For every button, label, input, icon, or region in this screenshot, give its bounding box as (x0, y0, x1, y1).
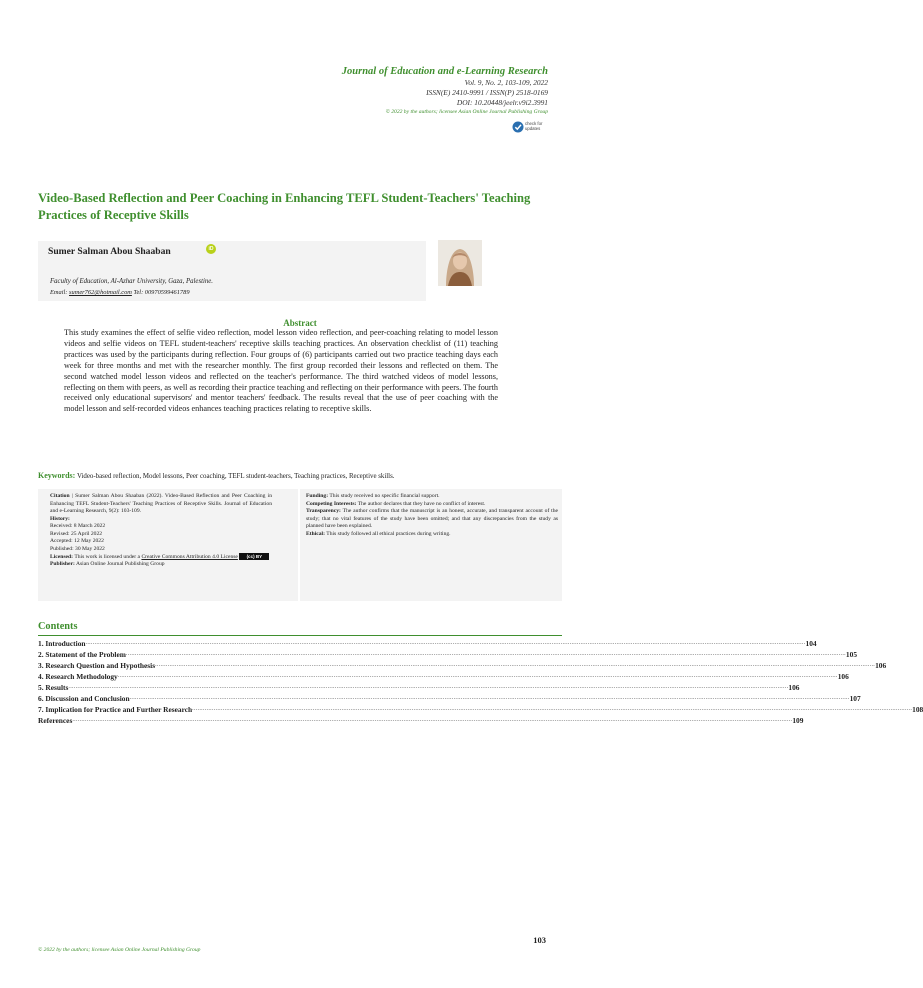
toc-leader-dots: ................................................................................................................................................................................................................................................................................................................................................................................................................ (68, 684, 789, 690)
toc-leader-dots: ................................................................................................................................................................................................................................................................................................................................................................................................................ (72, 717, 793, 723)
toc-entry-page: 108 (912, 705, 923, 714)
keywords-line (38, 471, 558, 482)
published-date: Published: 30 May 2022 (50, 545, 105, 552)
competing-label: Competing Interests: (306, 500, 357, 507)
toc-entry-label: 1. Introduction (38, 639, 86, 648)
toc-entry-label: 2. Statement of the Problem (38, 650, 126, 659)
accepted-date: Accepted: 12 May 2022 (50, 538, 104, 544)
toc-entry-page: 107 (849, 694, 861, 703)
history-label: History: (50, 515, 70, 522)
citation (50, 493, 272, 516)
toc-entry[interactable] (38, 671, 849, 682)
toc-entry[interactable] (38, 649, 858, 660)
toc-entry-label: 4. Research Methodology (38, 672, 118, 681)
citation-text: | Sumer Salman Abou Shaaban (2022). Video-Based Reflection and Peer Coaching in Enhancing TEFL Student-Teachers' Teaching Practices of Receptive Skills. Journal of Education and e-Learning Research, 9(2): 103-109. (50, 493, 273, 514)
toc-entry-page: 106 (875, 661, 887, 670)
ethical-text: This study followed all ethical practices during writing. (326, 530, 451, 537)
toc-leader-dots: ................................................................................................................................................................................................................................................................................................................................................................................................................ (129, 695, 850, 701)
toc-entry[interactable] (38, 660, 887, 671)
toc-leader-dots: ................................................................................................................................................................................................................................................................................................................................................................................................................ (117, 673, 838, 679)
keywords-text: Video-based reflection, Model lessons, Peer coaching, TEFL student-teachers, Teaching practices, Receptive skills. (76, 473, 395, 480)
publisher-text: Asian Online Journal Publishing Group (75, 561, 165, 568)
funding-label: Funding: (306, 493, 329, 499)
toc-entry-label: References (38, 716, 73, 725)
publisher-label: Publisher: (50, 561, 75, 568)
funding-text: This study received no specific financial support. (329, 493, 440, 499)
cc-by-icon[interactable]: (cc) BY (239, 553, 269, 560)
toc-entry[interactable] (38, 704, 923, 715)
journal-header (208, 65, 548, 117)
toc-entry-page: 106 (837, 672, 849, 681)
volume-info: Vol. 9, No. 2, 103-109, 2022 (464, 78, 548, 87)
competing-text: The author declares that they have no conflict of interest. (357, 500, 486, 507)
toc-entry-page: 105 (845, 650, 858, 659)
email-link[interactable]: sumer762@hotmail.com (69, 289, 132, 296)
issn-info: ISSN(E) 2410-9991 / ISSN(P) 2518-0169 (426, 88, 548, 97)
doi-link[interactable]: DOI: 10.20448/jeelr.v9i2.3991 (456, 98, 548, 107)
transparency-text: The author confirms that the manuscript is an honest, accurate, and transparent account of the study; that no vital features of the study have been omitted; and that any discrepancies from the study as planned have been explained. (306, 508, 558, 529)
author-affiliation: Faculty of Education, Al-Azhar University, Gaza, Palestine. (50, 278, 213, 285)
funding-line (306, 493, 558, 501)
crossmark-label: check for updates (525, 121, 543, 131)
abstract-body: This study examines the effect of selfie video reflection, model lesson video reflection, and peer-coaching relating to model lesson videos and selfie videos on TEFL student-teachers' receptive skills teaching practices. An observation checklist of (11) teaching practices was used by the participants during reflection. Four groups of (6) participants carried out two practice teaching days each week for three months and met with the researcher monthly. The first group recorded their lessons and reflected on them. The second watched model lesson videos and reflected on the teacher's performance. The third watched videos of model lessons, reflecting on them with peers, as well as recording their practice teaching and reflecting on their performance with peers. The fourth received only educational supervisors' and mentor teachers' feedback. The results reveal that the use of peer coaching with the model lesson and self-recorded videos enhances teaching practices relating to receptive skills. (64, 328, 498, 414)
toc-entry[interactable] (38, 715, 804, 726)
license-link[interactable]: Creative Commons Attribution 4.0 License (141, 553, 238, 560)
toc-leader-dots: ................................................................................................................................................................................................................................................................................................................................................................................................................ (125, 651, 846, 657)
citation-label: Citation (50, 493, 70, 499)
toc-entry[interactable] (38, 693, 861, 704)
toc-entry-label: 3. Research Question and Hypothesis (38, 661, 156, 670)
publisher-line (50, 561, 272, 569)
toc-entry-label: 7. Implication for Practice and Further Research (38, 705, 193, 714)
contents-divider (38, 635, 562, 636)
toc-entry-label: 5. Results (38, 683, 69, 692)
toc-entry-page: 106 (788, 683, 800, 692)
author-name: Sumer Salman Abou Shaaban (48, 246, 171, 257)
ethical-line (306, 531, 558, 539)
toc-leader-dots: ................................................................................................................................................................................................................................................................................................................................................................................................................ (192, 706, 913, 712)
toc-entry-page: 104 (805, 639, 817, 648)
licensed-label: Licensed: (50, 553, 73, 560)
transparency-line (306, 508, 558, 531)
toc-leader-dots: ................................................................................................................................................................................................................................................................................................................................................................................................................ (155, 662, 876, 668)
license-line (50, 553, 272, 561)
contents-heading: Contents (38, 621, 78, 632)
paper-title: Video-Based Reflection and Peer Coaching in Enhancing TEFL Student-Teachers' Teaching Practices of Receptive Skills (38, 191, 531, 222)
journal-name[interactable]: Journal of Education and e-Learning Research (341, 66, 548, 77)
author-contact (50, 289, 190, 296)
ethical-label: Ethical: (306, 530, 325, 537)
toc-entry-page: 109 (792, 716, 804, 725)
table-of-contents (38, 638, 923, 726)
header-license: © 2022 by the authors; licensee Asian Online Journal Publishing Group (385, 109, 548, 115)
email-label: Email: (50, 289, 68, 296)
author-photo-image (438, 240, 482, 286)
transparency-label: Transparency: (306, 508, 341, 514)
keywords-label: Keywords: (38, 471, 76, 480)
licensed-text: This work is licensed under a (74, 553, 141, 560)
toc-leader-dots: ................................................................................................................................................................................................................................................................................................................................................................................................................ (85, 640, 806, 646)
toc-entry-label: 6. Discussion and Conclusion (38, 694, 130, 703)
article-info-text (50, 493, 272, 569)
author-photo (438, 240, 482, 286)
declarations-text (306, 493, 558, 538)
abstract-heading: Abstract (283, 318, 317, 328)
crossmark-badge[interactable] (512, 120, 548, 134)
page-number: 103 (533, 935, 546, 945)
competing-line (306, 501, 558, 509)
revised-date: Revised: 25 April 2022 (50, 530, 103, 537)
footer-license: © 2022 by the authors; licensee Asian Online Journal Publishing Group (38, 947, 201, 953)
toc-entry[interactable] (38, 638, 817, 649)
orcid-icon[interactable]: iD (206, 244, 216, 254)
author-tel: Tel: 00970599461789 (133, 289, 190, 296)
received-date: Received: 8 March 2022 (50, 523, 106, 529)
toc-entry[interactable] (38, 682, 800, 693)
